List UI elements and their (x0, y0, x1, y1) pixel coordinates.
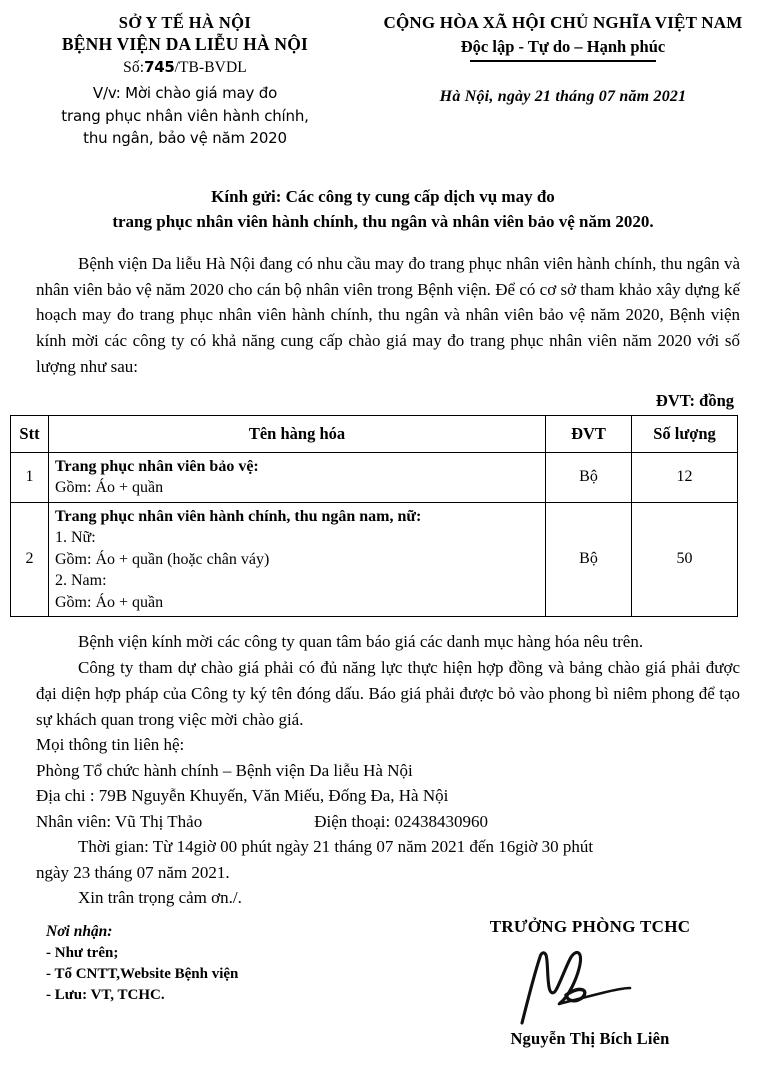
contact-address: Địa chi : 79B Nguyễn Khuyến, Văn Miếu, Đống Đa, Hà Nội (36, 786, 449, 806)
document-number-value: 745 (144, 57, 175, 76)
body-paragraph-1 (0, 251, 766, 380)
country-name: CỘNG HÒA XÃ HỘI CHỦ NGHĨA VIỆT NAM (383, 13, 743, 32)
handwritten-signature-icon (490, 941, 690, 1027)
document-number-prefix: Số: (123, 58, 145, 76)
cell-stt: 2 (11, 502, 49, 616)
goods-detail-line: 1. Nữ: (55, 529, 96, 547)
cell-quantity: 50 (632, 502, 738, 616)
body-paragraph-3 (0, 655, 766, 732)
table-header-row (11, 415, 738, 452)
closing-text: Xin trân trọng cảm ơn./. (78, 888, 242, 908)
body-paragraph-3-text: Công ty tham dự chào giá phải có đủ năng lực thực hiện hợp đồng và bảng chào giá phải được đại diện hợp pháp của Công ty ký tên đóng dấu. Báo giá phải được bỏ vào phong bì niêm phong để tạo sự khách quan trong việc mời chào giá. (36, 657, 740, 729)
column-header-quantity: Số lượng (632, 415, 738, 452)
national-motto: Độc lập - Tự do – Hạnh phúc (460, 37, 666, 57)
goods-detail-line: Gồm: Áo + quần (55, 479, 164, 497)
cell-unit: Bộ (546, 452, 632, 502)
document-number-suffix: /TB-BVDL (174, 58, 247, 76)
issuing-authority-block (0, 12, 360, 150)
contact-phone: Điện thoại: 02438430960 (314, 811, 488, 831)
cell-goods-name (49, 452, 546, 502)
document-header (0, 0, 766, 150)
cell-quantity: 12 (632, 452, 738, 502)
contact-information (0, 732, 766, 911)
subject-line-2: trang phục nhân viên hành chính, (61, 106, 309, 125)
currency-unit-note: ĐVT: đồng (655, 390, 734, 410)
place-and-date: Hà Nội, ngày 21 tháng 07 năm 2021 (439, 88, 687, 106)
table-row (11, 502, 738, 616)
recipient-item: - Lưu: VT, TCHC. (46, 987, 165, 1004)
body-paragraph-2 (0, 629, 766, 655)
goods-detail-line: Gồm: Áo + quần (55, 593, 164, 611)
recipients-distribution-list (46, 921, 238, 1007)
national-heading-block (360, 12, 766, 106)
contact-staff-row (36, 809, 740, 835)
body-paragraph-2-text: Bệnh viện kính mời các công ty quan tâm báo giá các danh mục hàng hóa nêu trên. (78, 632, 644, 652)
closing-line (36, 885, 740, 911)
column-header-name: Tên hàng hóa (49, 415, 546, 452)
signature-block (430, 917, 750, 1049)
contact-staff: Nhân viên: Vũ Thị Thảo (36, 811, 203, 831)
organization-name: BỆNH VIỆN DA LIỄU HÀ NỘI (61, 34, 309, 55)
cell-unit: Bộ (546, 502, 632, 616)
submission-time-line-2: ngày 23 tháng 07 năm 2021. (36, 862, 230, 882)
goods-table (10, 415, 738, 617)
goods-title: Trang phục nhân viên hành chính, thu ngân nam, nữ: (55, 507, 422, 525)
signer-name: Nguyễn Thị Bích Liên (510, 1028, 670, 1048)
recipients-title: Nơi nhận: (46, 922, 113, 940)
recipient-line-2: trang phục nhân viên hành chính, thu ngân và nhân viên bảo vệ năm 2020. (112, 212, 654, 232)
cell-stt: 1 (11, 452, 49, 502)
contact-intro: Mọi thông tin liên hệ: (36, 735, 185, 755)
submission-time-text-1: Thời gian: Từ 14giờ 00 phút ngày 21 tháng 07 năm 2021 đến 16giờ 30 phút (78, 837, 594, 857)
signer-title: TRƯỞNG PHÒNG TCHC (489, 916, 691, 936)
recipient-block (0, 184, 766, 235)
contact-department: Phòng Tổ chức hành chính – Bệnh viện Da liễu Hà Nội (36, 760, 413, 780)
goods-title: Trang phục nhân viên bảo vệ: (55, 457, 259, 475)
goods-detail-line: Gồm: Áo + quần (hoặc chân váy) (55, 550, 270, 568)
authority-name: SỞ Y TẾ HÀ NỘI (118, 13, 252, 32)
recipient-line-1: Kính gửi: Các công ty cung cấp dịch vụ may đo (211, 186, 555, 206)
recipient-item: - Như trên; (46, 944, 119, 961)
goods-table-wrapper (0, 411, 766, 617)
subject-line-3: thu ngân, bảo vệ năm 2020 (83, 129, 287, 148)
subject-line-1: V/v: Mời chào giá may đo (92, 84, 278, 103)
recipient-item: - Tổ CNTT,Website Bệnh viện (46, 966, 239, 983)
table-row (11, 452, 738, 502)
body-paragraph-1-text: Bệnh viện Da liễu Hà Nội đang có nhu cầu may đo trang phục nhân viên hành chính, thu ngân và nhân viên bảo vệ năm 2020 cho cán bộ nhân viên trong Bệnh viện. Để có cơ sở tham khảo xây dựng kế hoạch may đo trang phục nhân viên hành chính, thu ngân và nhân viên bảo vệ năm 2020, Bệnh viện kính mời các công ty có khả năng cung cấp chào giá may đo trang phục nhân viên năm 2020 với số lượng như sau: (36, 253, 740, 377)
document-footer (0, 917, 766, 1067)
cell-goods-name (49, 502, 546, 616)
goods-detail-line: 2. Nam: (55, 572, 107, 590)
column-header-unit: ĐVT (546, 415, 632, 452)
motto-underline (470, 60, 656, 62)
submission-time-line-1 (36, 834, 740, 860)
column-header-stt: Stt (11, 415, 49, 452)
document-number (10, 57, 360, 79)
document-subject (10, 82, 360, 150)
